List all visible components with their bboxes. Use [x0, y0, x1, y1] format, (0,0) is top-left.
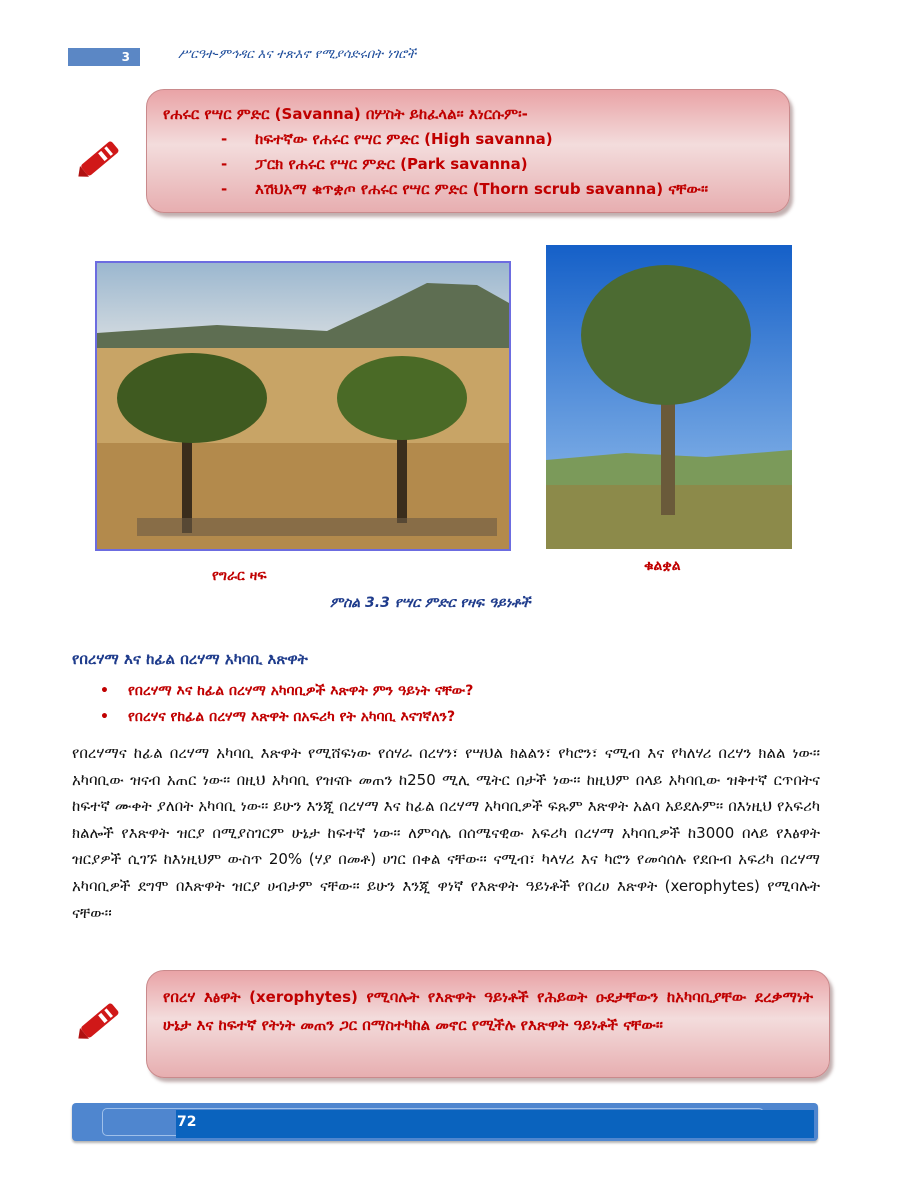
note-list-item	[163, 127, 773, 152]
section-heading: የበረሃማ እና ከፊል በረሃማ አካባቢ እጽዋት	[72, 650, 308, 668]
cactus-label: ቁልቋል	[644, 558, 681, 574]
dash: -	[221, 180, 228, 198]
pencil-icon	[72, 128, 132, 188]
item-text: ፓርክ የሐሩር የሣር ምድር (Park savanna)	[255, 155, 528, 173]
note-list-item	[163, 152, 773, 177]
savanna-types-note	[146, 89, 790, 213]
footer-bar	[176, 1110, 814, 1138]
dash: -	[221, 130, 228, 148]
note-list-item	[163, 177, 773, 202]
page-number: 72	[177, 1114, 197, 1130]
acacia-savanna-photo	[95, 261, 511, 551]
bullet: •	[100, 709, 109, 725]
question-item	[100, 709, 455, 725]
page-footer	[72, 1103, 818, 1141]
question-text: የበረሃና የከፊል በረሃማ እጽዋት በአፍሪካ የት አካባቢ እናገኛለን?	[128, 709, 456, 725]
chapter-title: ሥርዓተ-ምኅዳር እና ተጽእኖ የሚያሳድሩበት ነገሮች	[178, 47, 417, 62]
candelabra-cactus-photo	[546, 245, 792, 549]
bullet: •	[100, 683, 109, 699]
acacia-label: የግራር ዛፍ	[212, 568, 267, 584]
dash: -	[221, 155, 228, 173]
figure-caption: ምስል 3.3 የሣር ምድር የዛፍ ዓይነቶች	[330, 595, 531, 611]
item-text: ከፍተኛው የሐሩር የሣር ምድር (High savanna)	[255, 130, 553, 148]
xerophytes-note: የበረሃ እፅዋት (xerophytes) የሚባሉት የእጽዋት ዓይነቶች የሕይወት ዑደታቸውን ከአካባቢያቸው ደረቃማነት ሁኔታ እና ከፍተኛ የትነት መጠን ጋር በማስተካከል መኖር የሚችሉ የእጽዋት ዓይነቶች ናቸው፡፡	[146, 970, 830, 1078]
note-intro: የሐሩር የሣር ምድር (Savanna) በሦስት ይከፈላል፡፡ እነርሱም፡-	[163, 105, 528, 123]
chapter-number: 3	[68, 48, 140, 66]
pencil-icon	[72, 990, 132, 1050]
body-paragraph: የበረሃማና ከፊል በረሃማ አካባቢ እጽዋት የሚሸፍነው የሰሃራ በረሃን፣ የሣህል ክልልን፣ የካሮን፣ ናሚብ እና የካለሃሪ በረሃን ክልል ነው፡፡ አካባቢው ዝናብ አጠር ነው፡፡ በዚህ አካባቢ የዝናቡ መጠን ከ250 ሚሊ ሜትር በታች ነው፡፡ ከዚህም በላይ አካባቢው ዝቅተኛ ርጥበትና ከፍተኛ ሙቀት ያለበት አካባቢ ነው፡፡ ይሁን እንጂ በረሃማ እና ከፊል በረሃማ አካባቢዎች ፍጹም እጽዋት አልባ አይደሉም፡፡ በእነዚህ የአፍሪካ ክልሎች የእጽዋት ዝርያ በሚያስገርም ሁኔታ ከፍተኛ ነው፡፡ ለምሳሌ በሰሜናዊው አፍሪካ በረሃማ አካባቢዎች ከ3000 በላይ የእፅዋት ዝርያዎች ሲገኙ ከእነዚህም ውስጥ 20% (ሃያ በመቶ) ሀገር በቀል ናቸው፡፡ ናሚብ፣ ካላሃሪ እና ካሮን የመሳሰሉ የደቡብ አፍሪካ በረሃማ አካባቢዎች ደግሞ በእጽዋት ዝርያ ሀብታም ናቸው፡፡ ይሁን እንጂ ዋነኛ የእጽዋት ዓይነቶች የበረሀ እጽዋት (xerophytes) የሚባሉት ናቸው፡፡	[72, 744, 820, 922]
question-item	[100, 683, 473, 699]
item-text: እሽህአማ ቁጥቋጦ የሐሩር የሣር ምድር (Thorn scrub savanna) ናቸው፡፡	[255, 180, 709, 198]
question-text: የበረሃማ እና ከፊል በረሃማ አካባቢዎች እጽዋት ምን ዓይነት ናቸው?	[128, 683, 474, 699]
